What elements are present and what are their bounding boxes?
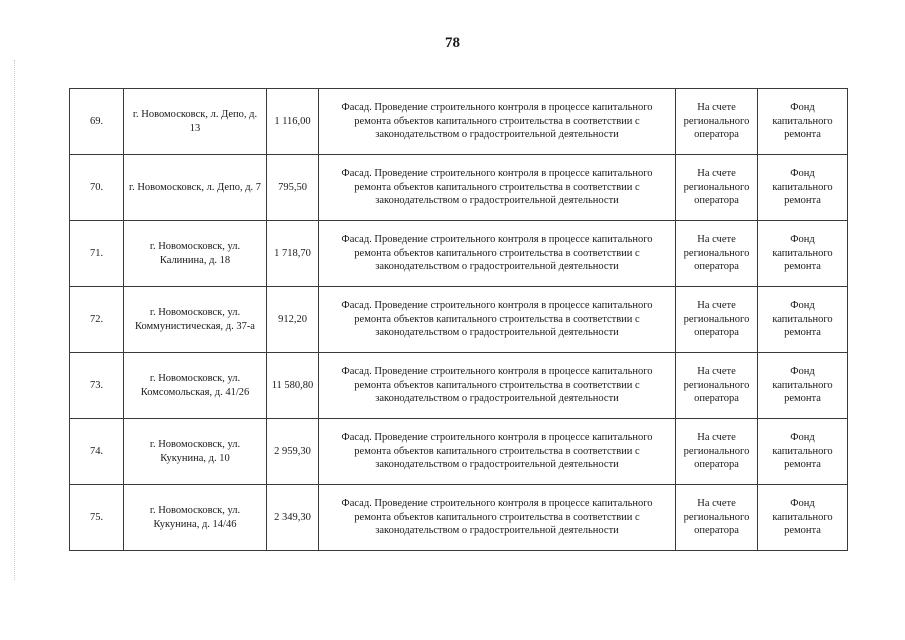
row-cost: 1 116,00: [267, 89, 319, 155]
row-account: На счете регионального оператора: [676, 485, 758, 551]
row-fund: Фонд капитального ремонта: [758, 89, 848, 155]
works-table-body: [70, 89, 848, 551]
row-address: г. Новомосковск, ул. Коммунистическая, д. 37-а: [124, 287, 267, 353]
table-row: [70, 287, 848, 353]
row-account: На счете регионального оператора: [676, 287, 758, 353]
row-number: 74.: [70, 419, 124, 485]
row-fund: Фонд капитального ремонта: [758, 419, 848, 485]
row-address: г. Новомосковск, ул. Кукунина, д. 10: [124, 419, 267, 485]
row-cost: 11 580,80: [267, 353, 319, 419]
row-cost: 2 959,30: [267, 419, 319, 485]
row-cost: 912,20: [267, 287, 319, 353]
row-work-description: Фасад. Проведение строительного контроля в процессе капитального ремонта объектов капитального строительства в соответствии с законодательством о градостроительной деятельности: [319, 89, 676, 155]
row-cost: 2 349,30: [267, 485, 319, 551]
row-number: 71.: [70, 221, 124, 287]
table-row: [70, 221, 848, 287]
row-fund: Фонд капитального ремонта: [758, 485, 848, 551]
row-cost: 795,50: [267, 155, 319, 221]
row-fund: Фонд капитального ремонта: [758, 353, 848, 419]
row-work-description: Фасад. Проведение строительного контроля в процессе капитального ремонта объектов капитального строительства в соответствии с законодательством о градостроительной деятельности: [319, 287, 676, 353]
row-fund: Фонд капитального ремонта: [758, 221, 848, 287]
row-work-description: Фасад. Проведение строительного контроля в процессе капитального ремонта объектов капитального строительства в соответствии с законодательством о градостроительной деятельности: [319, 353, 676, 419]
row-address: г. Новомосковск, л. Депо, д. 13: [124, 89, 267, 155]
row-number: 73.: [70, 353, 124, 419]
table-row: [70, 419, 848, 485]
row-account: На счете регионального оператора: [676, 419, 758, 485]
row-work-description: Фасад. Проведение строительного контроля в процессе капитального ремонта объектов капитального строительства в соответствии с законодательством о градостроительной деятельности: [319, 221, 676, 287]
row-fund: Фонд капитального ремонта: [758, 287, 848, 353]
row-account: На счете регионального оператора: [676, 155, 758, 221]
row-address: г. Новомосковск, ул. Калинина, д. 18: [124, 221, 267, 287]
table-row: [70, 89, 848, 155]
works-table: [69, 88, 848, 551]
row-account: На счете регионального оператора: [676, 89, 758, 155]
row-work-description: Фасад. Проведение строительного контроля в процессе капитального ремонта объектов капитального строительства в соответствии с законодательством о градостроительной деятельности: [319, 419, 676, 485]
table-row: [70, 353, 848, 419]
row-work-description: Фасад. Проведение строительного контроля в процессе капитального ремонта объектов капитального строительства в соответствии с законодательством о градостроительной деятельности: [319, 485, 676, 551]
row-number: 69.: [70, 89, 124, 155]
row-fund: Фонд капитального ремонта: [758, 155, 848, 221]
row-address: г. Новомосковск, ул. Кукунина, д. 14/46: [124, 485, 267, 551]
table-row: [70, 155, 848, 221]
row-address: г. Новомосковск, ул. Комсомольская, д. 41/26: [124, 353, 267, 419]
row-cost: 1 718,70: [267, 221, 319, 287]
row-number: 75.: [70, 485, 124, 551]
row-address: г. Новомосковск, л. Депо, д. 7: [124, 155, 267, 221]
table-row: [70, 485, 848, 551]
row-account: На счете регионального оператора: [676, 221, 758, 287]
margin-guide-line: [14, 60, 15, 580]
page-number: 78: [445, 35, 460, 51]
row-work-description: Фасад. Проведение строительного контроля в процессе капитального ремонта объектов капитального строительства в соответствии с законодательством о градостроительной деятельности: [319, 155, 676, 221]
row-number: 72.: [70, 287, 124, 353]
row-number: 70.: [70, 155, 124, 221]
row-account: На счете регионального оператора: [676, 353, 758, 419]
